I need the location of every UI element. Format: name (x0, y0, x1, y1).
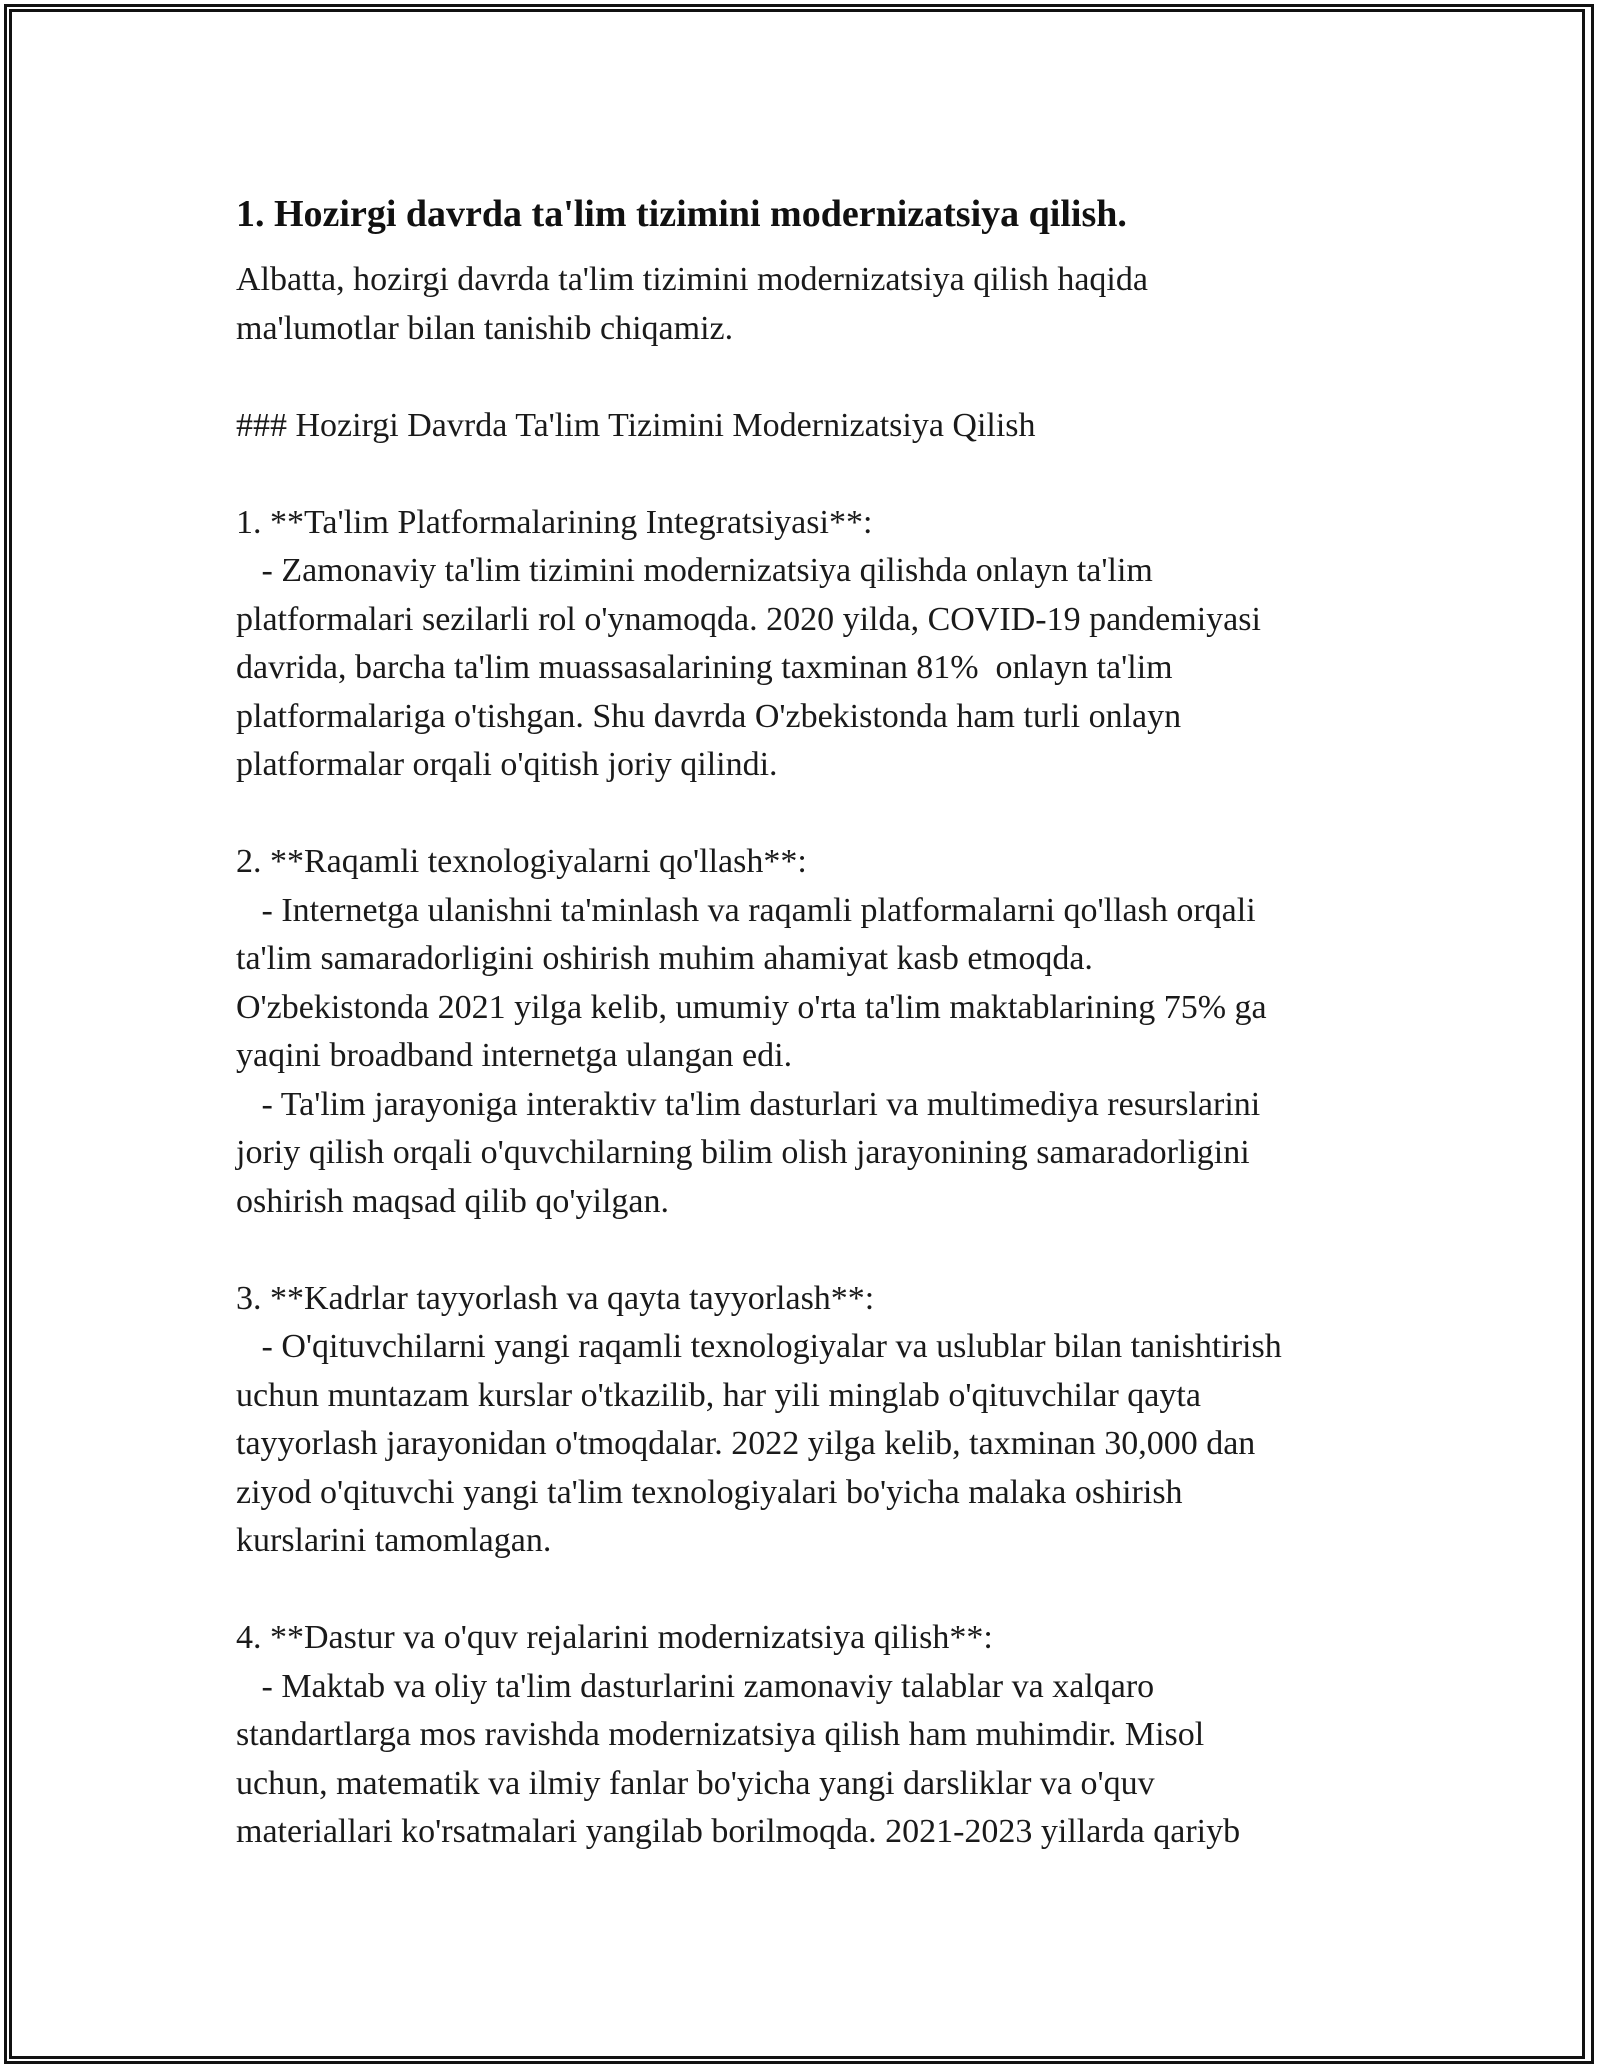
paragraph-gap (236, 1566, 1386, 1615)
section-line: uchun muntazam kurslar o'tkazilib, har yili minglab o'qituvchilar qayta (236, 1376, 1201, 1414)
section-staff-training (236, 1275, 1386, 1566)
section-line: platformalariga o'tishgan. Shu davrda O'zbekistonda ham turli onlayn (236, 697, 1182, 735)
section-line: uchun, matematik va ilmiy fanlar bo'yicha yangi darsliklar va o'quv (236, 1764, 1155, 1802)
section-line: standartlarga mos ravishda modernizatsiya qilish ham muhimdir. Misol (236, 1716, 1205, 1753)
section-digital-technologies (236, 838, 1386, 1226)
section-heading: 4. **Dastur va o'quv rejalarini modernizatsiya qilish**: (236, 1619, 993, 1656)
section-line: kurslarini tamomlagan. (236, 1522, 552, 1559)
section-line: - O'qituvchilarni yangi raqamli texnologiyalar va uslublar bilan tanishtirish (236, 1328, 1282, 1365)
section-heading: 3. **Kadrlar tayyorlash va qayta tayyorlash**: (236, 1279, 875, 1317)
section-heading: 2. **Raqamli texnologiyalarni qo'llash**: (236, 843, 807, 880)
section-line: ziyod o'qituvchi yangi ta'lim texnologiyalari bo'yicha malaka oshirish (236, 1473, 1183, 1511)
subheading: ### Hozirgi Davrda Ta'lim Tizimini Modernizatsiya Qilish (236, 406, 1036, 444)
section-line: materiallari ko'rsatmalari yangilab borilmoqda. 2021-2023 yillarda qariyb (236, 1813, 1241, 1850)
section-line: platformalar orqali o'qitish joriy qilindi. (236, 746, 778, 783)
intro-line: ma'lumotlar bilan tanishib chiqamiz. (236, 309, 734, 347)
document-title: 1. Hozirgi davrda ta'lim tizimini modernizatsiya qilish. (236, 193, 1127, 235)
section-line: platformalari sezilarli rol o'ynamoqda. 2020 yilda, COVID-19 pandemiyasi (236, 600, 1261, 638)
intro-line: Albatta, hozirgi davrda ta'lim tizimini modernizatsiya qilish haqida (236, 261, 1148, 298)
document-body (236, 188, 1386, 1857)
section-line: yaqini broadband internetga ulangan edi. (236, 1037, 793, 1074)
section-line: - Ta'lim jarayoniga interaktiv ta'lim dasturlari va multimediya resurslarini (236, 1085, 1261, 1123)
section-line: ta'lim samaradorligini oshirish muhim ahamiyat kasb etmoqda. (236, 940, 1093, 977)
section-line: - Maktab va oliy ta'lim dasturlarini zamonaviy talablar va xalqaro (236, 1667, 1155, 1705)
paragraph-gap (236, 1226, 1386, 1275)
section-line: tayyorlash jarayonidan o'tmoqdalar. 2022 yilga kelib, taxminan 30,000 dan (236, 1425, 1256, 1462)
section-line: O'zbekistonda 2021 yilga kelib, umumiy o'rta ta'lim maktablarining 75% ga (236, 988, 1267, 1026)
section-line: - Internetga ulanishni ta'minlash va raqamli platformalarni qo'llash orqali (236, 891, 1256, 929)
section-platform-integration (236, 499, 1386, 790)
paragraph-gap (236, 353, 1386, 402)
paragraph-gap (236, 450, 1386, 499)
section-line: oshirish maqsad qilib qo'yilgan. (236, 1182, 669, 1220)
section-line: joriy qilish orqali o'quvchilarning bilim olish jarayonining samaradorligini (236, 1134, 1250, 1171)
section-heading: 1. **Ta'lim Platformalarining Integratsiyasi**: (236, 503, 873, 541)
paragraph-gap (236, 790, 1386, 839)
section-line: - Zamonaviy ta'lim tizimini modernizatsiya qilishda onlayn ta'lim (236, 552, 1153, 589)
section-line: davrida, barcha ta'lim muassasalarining taxminan 81% onlayn ta'lim (236, 649, 1173, 686)
section-curriculum-modernization (236, 1614, 1386, 1857)
